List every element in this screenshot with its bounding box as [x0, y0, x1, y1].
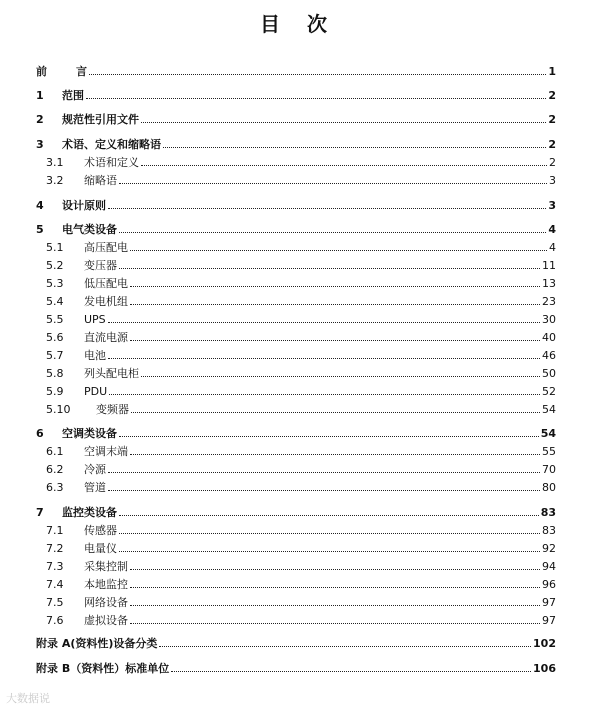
- toc-entry-page: 54: [540, 427, 556, 440]
- toc-dot-leader: [159, 645, 531, 647]
- toc-entry-page: 46: [542, 349, 556, 362]
- toc-entry-page: 102: [533, 637, 556, 650]
- toc-entry[interactable]: [36, 173, 556, 187]
- toc-entry-number: 3: [36, 138, 44, 151]
- toc-entry[interactable]: [36, 198, 556, 212]
- toc-entry-number: 6: [36, 427, 44, 440]
- toc-entry-label: 管道: [84, 481, 106, 494]
- toc-dot-leader: [130, 568, 540, 570]
- watermark: 大数据说: [6, 692, 50, 705]
- toc-entry-label: 列头配电柜: [84, 367, 139, 380]
- toc-entry-label: 低压配电: [84, 277, 128, 290]
- toc-entry-page: 50: [542, 367, 556, 380]
- toc-entry-number: 7.6: [46, 614, 64, 627]
- toc-dot-leader: [141, 121, 546, 123]
- toc-entry[interactable]: [36, 276, 556, 290]
- toc-entry-number: 6.1: [46, 445, 64, 458]
- toc-entry-label: 电气类设备: [62, 223, 117, 236]
- toc-dot-leader: [119, 532, 540, 534]
- toc-entry-number: 7.5: [46, 596, 64, 609]
- toc-dot-leader: [119, 182, 547, 184]
- toc-entry-label: 附录 B（资料性）标准单位: [36, 662, 170, 675]
- toc-entry[interactable]: [36, 595, 556, 609]
- toc-entry-page: 54: [542, 403, 556, 416]
- toc-dot-leader: [130, 622, 540, 624]
- toc-entry-label: 网络设备: [84, 596, 128, 609]
- toc-entry-page: 13: [542, 277, 556, 290]
- toc-dot-leader: [141, 164, 547, 166]
- toc-entry[interactable]: [36, 240, 556, 254]
- toc-entry-number: 5.1: [46, 241, 64, 254]
- toc-entry-page: 2: [549, 156, 556, 169]
- toc-entry-page: 3: [548, 199, 556, 212]
- toc-entry[interactable]: [36, 444, 556, 458]
- toc-entry-number: 4: [36, 199, 44, 212]
- toc-entry-label: 发电机组: [84, 295, 128, 308]
- toc-dot-leader: [130, 285, 540, 287]
- toc-dot-leader: [108, 207, 546, 209]
- toc-entry[interactable]: [36, 258, 556, 272]
- toc-entry-number: 6.2: [46, 463, 64, 476]
- toc-entry[interactable]: [36, 661, 556, 675]
- toc-entry-page: 23: [542, 295, 556, 308]
- toc-entry-label: 空调末端: [84, 445, 128, 458]
- toc-entry-page: 96: [542, 578, 556, 591]
- toc-entry[interactable]: [36, 222, 556, 236]
- toc-entry[interactable]: [36, 112, 556, 126]
- toc-entry[interactable]: [36, 155, 556, 169]
- page-title: 目 次: [260, 12, 337, 36]
- toc-entry-page: 94: [542, 560, 556, 573]
- toc-entry-number: 5.7: [46, 349, 64, 362]
- toc-entry-label: UPS: [84, 313, 106, 326]
- toc-entry-label: 范围: [62, 89, 84, 102]
- toc-entry[interactable]: [36, 523, 556, 537]
- toc-dot-leader: [131, 411, 540, 413]
- toc-dot-leader: [119, 267, 540, 269]
- toc-entry[interactable]: [36, 402, 556, 416]
- toc-entry[interactable]: [36, 462, 556, 476]
- toc-entry[interactable]: [36, 294, 556, 308]
- toc-dot-leader: [171, 670, 531, 672]
- toc-entry-label: 术语和定义: [84, 156, 139, 169]
- toc-entry[interactable]: [36, 312, 556, 326]
- toc-entry-label: 冷源: [84, 463, 106, 476]
- toc-entry[interactable]: [36, 559, 556, 573]
- toc-dot-leader: [89, 73, 546, 75]
- toc-entry-page: 2: [548, 113, 556, 126]
- toc-entry-label: 附录 A(资料性)设备分类: [36, 637, 158, 650]
- toc-entry[interactable]: [36, 137, 556, 151]
- toc-entry-label: 规范性引用文件: [62, 113, 139, 126]
- toc-entry[interactable]: [36, 577, 556, 591]
- toc-dot-leader: [130, 249, 547, 251]
- toc-dot-leader: [108, 489, 540, 491]
- toc-entry-page: 106: [533, 662, 556, 675]
- toc-entry-page: 4: [548, 223, 556, 236]
- toc-entry[interactable]: [36, 480, 556, 494]
- toc-entry-label: 缩略语: [84, 174, 117, 187]
- toc-entry-label: 电量仪: [84, 542, 117, 555]
- toc-entry-label: 虚拟设备: [84, 614, 128, 627]
- toc-entry-label: 本地监控: [84, 578, 128, 591]
- toc-entry-number: 5.6: [46, 331, 64, 344]
- toc-entry-number: 5.2: [46, 259, 64, 272]
- toc-entry-page: 97: [542, 614, 556, 627]
- toc-entry-label: 采集控制: [84, 560, 128, 573]
- toc-dot-leader: [130, 604, 540, 606]
- toc-dot-leader: [108, 357, 540, 359]
- toc-entry[interactable]: [36, 505, 556, 519]
- toc-entry-label: 高压配电: [84, 241, 128, 254]
- toc-entry-number: 1: [36, 89, 44, 102]
- toc-entry-number: 6.3: [46, 481, 64, 494]
- toc-entry-page: 55: [542, 445, 556, 458]
- toc-dot-leader: [119, 514, 539, 516]
- toc-entry-page: 1: [548, 65, 556, 78]
- toc-entry-number: 5.8: [46, 367, 64, 380]
- toc-entry-number: 5.5: [46, 313, 64, 326]
- toc-entry-page: 30: [542, 313, 556, 326]
- toc-entry-label: 变频器: [96, 403, 129, 416]
- toc-entry-number: 3.1: [46, 156, 64, 169]
- toc-entry-number: 前: [36, 65, 47, 78]
- toc-entry-page: 2: [548, 138, 556, 151]
- toc-entry-number: 7.3: [46, 560, 64, 573]
- toc-dot-leader: [130, 586, 540, 588]
- toc-entry-number: 3.2: [46, 174, 64, 187]
- toc-entry-page: 70: [542, 463, 556, 476]
- toc-dot-leader: [119, 231, 546, 233]
- toc-dot-leader: [86, 97, 546, 99]
- toc-entry-number: 7.4: [46, 578, 64, 591]
- toc-dot-leader: [163, 146, 546, 148]
- toc-entry-page: 80: [542, 481, 556, 494]
- toc-dot-leader: [108, 321, 540, 323]
- toc-entry[interactable]: [36, 366, 556, 380]
- toc-dot-leader: [119, 435, 539, 437]
- toc-entry-number: 5.9: [46, 385, 64, 398]
- toc-entry-number: 5.4: [46, 295, 64, 308]
- toc-dot-leader: [108, 471, 540, 473]
- toc-entry-page: 4: [549, 241, 556, 254]
- toc-entry-number: 5.10: [46, 403, 71, 416]
- toc-entry-page: 52: [542, 385, 556, 398]
- toc-entry-label: 传感器: [84, 524, 117, 537]
- toc-entry-page: 97: [542, 596, 556, 609]
- toc-entry-label: 设计原则: [62, 199, 106, 212]
- toc-entry[interactable]: [36, 88, 556, 102]
- toc-dot-leader: [130, 303, 540, 305]
- toc-entry-number: 7.1: [46, 524, 64, 537]
- toc-entry-page: 40: [542, 331, 556, 344]
- toc-entry-label: PDU: [84, 385, 108, 398]
- toc-entry[interactable]: [36, 426, 556, 440]
- toc-entry-page: 11: [542, 259, 556, 272]
- toc-entry-number: 7.2: [46, 542, 64, 555]
- toc-entry-label: 术语、定义和缩略语: [62, 138, 161, 151]
- toc-dot-leader: [130, 339, 540, 341]
- toc-dot-leader: [130, 453, 540, 455]
- toc-entry-number: 2: [36, 113, 44, 126]
- toc-entry[interactable]: [36, 348, 556, 362]
- toc-entry-label: 直流电源: [84, 331, 128, 344]
- toc-entry-label: 言: [76, 65, 87, 78]
- toc-entry-number: 5: [36, 223, 44, 236]
- toc-entry-page: 83: [542, 524, 556, 537]
- toc-entry-label: 电池: [84, 349, 106, 362]
- toc-entry[interactable]: [36, 541, 556, 555]
- toc-dot-leader: [141, 375, 540, 377]
- toc-dot-leader: [109, 393, 540, 395]
- toc-entry[interactable]: [36, 636, 556, 650]
- toc-dot-leader: [119, 550, 540, 552]
- toc-entry[interactable]: [36, 384, 556, 398]
- toc-entry-label: 空调类设备: [62, 427, 117, 440]
- toc-entry-label: 变压器: [84, 259, 117, 272]
- toc-entry-label: 监控类设备: [62, 506, 117, 519]
- toc-entry-page: 3: [549, 174, 556, 187]
- toc-entry-number: 5.3: [46, 277, 64, 290]
- toc-entry-page: 83: [540, 506, 556, 519]
- toc-entry[interactable]: [36, 330, 556, 344]
- toc-entry-page: 92: [542, 542, 556, 555]
- toc-entry-number: 7: [36, 506, 44, 519]
- toc-entry-page: 2: [548, 89, 556, 102]
- toc-entry[interactable]: [36, 613, 556, 627]
- toc-entry[interactable]: [36, 64, 556, 78]
